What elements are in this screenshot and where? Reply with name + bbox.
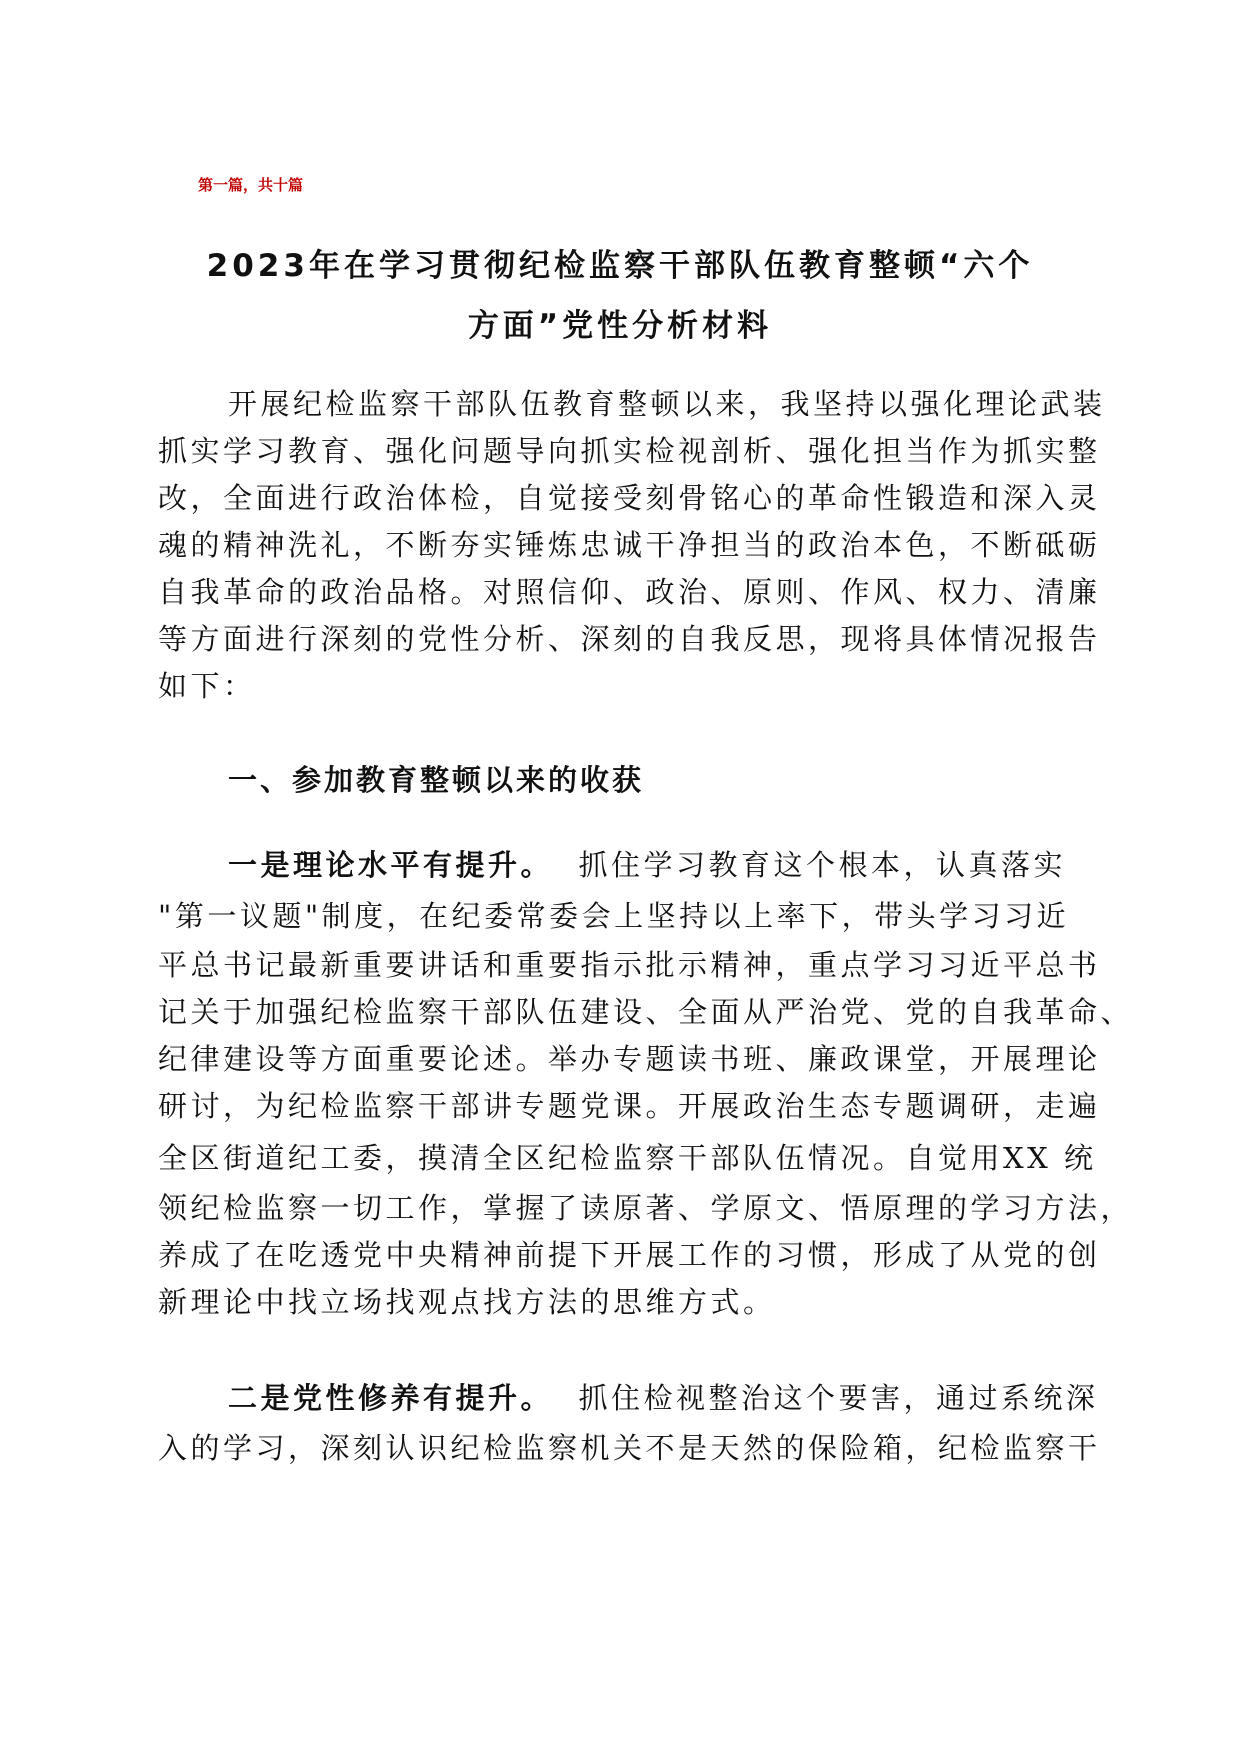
document-title-line-1: 2023年在学习贯彻纪检监察干部队伍教育整顿“六个 [206, 248, 1034, 284]
item1-line-6: 研讨，为纪检监察干部讲专题党课。开展政治生态专题调研，走遍 [158, 1089, 1101, 1123]
item1-line-2: "第一议题"制度，在纪委常委会上坚持以上率下，带头学习习近 [158, 899, 1070, 933]
item2-line-1-text: 抓住检视整治这个要害，通过系统深 [578, 1381, 1099, 1415]
item1-line-8: 领纪检监察一切工作，掌握了读原著、学原文、悟原理的学习方法， [158, 1191, 1134, 1225]
item1-line-1-text: 抓住学习教育这个根本，认真落实 [578, 848, 1066, 882]
intro-line-1: 开展纪检监察干部队伍教育整顿以来，我坚持以强化理论武装 [228, 387, 1106, 421]
intro-line-5: 自我革命的政治品格。对照信仰、政治、原则、作风、权力、清廉 [158, 575, 1101, 609]
item1-line-10: 新理论中找立场找观点找方法的思维方式。 [158, 1285, 776, 1319]
item1-line-9: 养成了在吃透党中央精神前提下开展工作的习惯，形成了从党的创 [158, 1238, 1101, 1272]
intro-line-6: 等方面进行深刻的党性分析、深刻的自我反思，现将具体情况报告 [158, 622, 1101, 656]
series-label: 第一篇，共十篇 [198, 176, 304, 194]
section-heading: 一、参加教育整顿以来的收获 [228, 763, 645, 797]
item1-line-1 [228, 847, 1066, 883]
intro-line-7: 如下： [158, 669, 256, 703]
item1-line-5: 纪律建设等方面重要论述。举办专题读书班、廉政课堂，开展理论 [158, 1042, 1101, 1076]
item2-line-1 [228, 1380, 1098, 1416]
intro-line-3: 改，全面进行政治体检，自觉接受刻骨铭心的革命性锻造和深入灵 [158, 481, 1101, 515]
item1-line-7: 全区街道纪工委，摸清全区纪检监察干部队伍情况。自觉用XX 统 [158, 1141, 1097, 1175]
intro-line-4: 魂的精神洗礼，不断夯实锤炼忠诚干净担当的政治本色，不断砥砺 [158, 528, 1101, 562]
item1-line-3: 平总书记最新重要讲话和重要指示批示精神，重点学习习近平总书 [158, 948, 1101, 982]
item2-line-2: 入的学习，深刻认识纪检监察机关不是天然的保险箱，纪检监察干 [158, 1431, 1101, 1465]
document-title-line-2: 方面”党性分析材料 [467, 308, 773, 344]
intro-line-2: 抓实学习教育、强化问题导向抓实检视剖析、强化担当作为抓实整 [158, 434, 1101, 468]
item1-lead: 一是理论水平有提升。 [228, 848, 554, 882]
item1-line-4: 记关于加强纪检监察干部队伍建设、全面从严治党、党的自我革命、 [158, 995, 1134, 1029]
item2-lead: 二是党性修养有提升。 [228, 1381, 554, 1415]
